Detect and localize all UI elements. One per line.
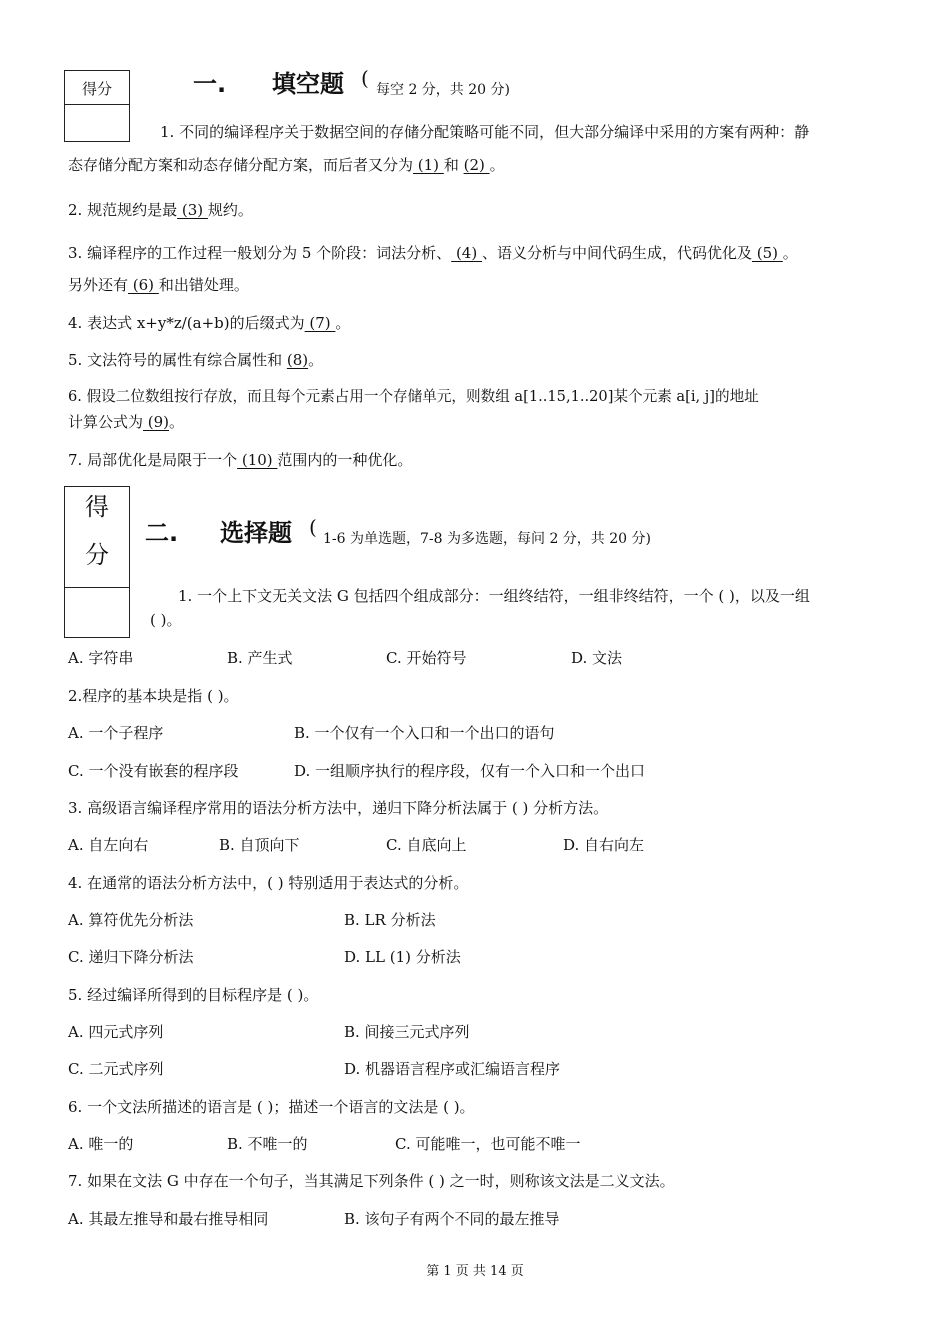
section-1-paren: ( (361, 66, 369, 90)
s2-q4-text: 4. 在通常的语法分析方法中，( ) 特别适用于表达式的分析。 (68, 874, 469, 892)
score-box-divider-1 (65, 104, 129, 105)
blank-10: (10) (237, 451, 278, 469)
s1-q1-text: 态存储分配方案和动态存储分配方案，而后者又分为 (68, 156, 414, 174)
s2-q2-opt-b: B. 一个仅有一个入口和一个出口的语句 (294, 724, 555, 742)
s2-q2-text: 2.程序的基本块是指 ( )。 (68, 687, 239, 705)
s1-q4-text: 4. 表达式 x+y*z/(a+b)的后缀式为 (68, 314, 305, 332)
blank-8: (8) (286, 351, 309, 369)
s2-q1-opt-d: D. 文法 (571, 649, 623, 667)
s1-q1-line1: 1. 不同的编译程序关于数据空间的存储分配策略可能不同，但大部分编译中采用的方案有两种：静 (160, 123, 810, 141)
s2-q5-opt-b: B. 间接三元式序列 (344, 1023, 470, 1041)
section-2-number: 二. (145, 519, 179, 547)
s1-q3-line1 (68, 243, 798, 263)
score-box-2 (64, 486, 130, 638)
blank-7: (7) (304, 314, 336, 332)
s1-q6-line2-b: 。 (169, 413, 185, 431)
blank-1: (1) (413, 156, 444, 174)
s1-q4 (68, 313, 350, 333)
score-box-1 (64, 70, 130, 142)
s1-q3-text-a: 3. 编译程序的工作过程一般划分为 5 个阶段：词法分析、 (68, 244, 452, 262)
s2-q1-line2: ( )。 (150, 611, 182, 629)
blank-6: (6) (128, 276, 159, 294)
s1-q6-line2 (68, 412, 184, 432)
section-1-title: 填空题 (272, 70, 344, 98)
s2-q3-opt-a: A. 自左向右 (68, 836, 149, 854)
s2-q3-opt-d: D. 自右向左 (563, 836, 645, 854)
s1-q1-and: 和 (443, 156, 464, 174)
page-footer: 第 1 页 共 14 页 (426, 1264, 524, 1279)
s1-q7 (68, 450, 412, 470)
s2-q6-text: 6. 一个文法所描述的语言是 ( )；描述一个语言的文法是 ( )。 (68, 1098, 475, 1116)
score-char-1: 得 (85, 493, 109, 521)
section-1-number: 一. (193, 70, 227, 98)
s1-q6-line1: 6. 假设二位数组按行存放，而且每个元素占用一个存储单元，则数组 a[1..15,1..20]某个元素 a[i, j]的地址 (68, 388, 759, 405)
s1-q7-end: 范围内的一种优化。 (277, 451, 413, 469)
s1-q1-line2 (68, 155, 505, 175)
s1-q2-text: 2. 规范规约是最 (68, 201, 178, 219)
score-box-divider-2 (65, 587, 129, 588)
s2-q5-text: 5. 经过编译所得到的目标程序是 ( )。 (68, 986, 319, 1004)
s2-q7-text: 7. 如果在文法 G 中存在一个句子，当其满足下列条件 ( ) 之一时，则称该文法是二义文法。 (68, 1172, 675, 1190)
score-char-2: 分 (85, 541, 109, 569)
s1-q5 (68, 350, 323, 370)
section-2-note: 1-6 为单选题，7-8 为多选题，每问 2 分，共 20 分) (323, 531, 651, 547)
blank-5: (5) (751, 244, 783, 262)
s2-q5-opt-c: C. 二元式序列 (68, 1060, 164, 1078)
s1-q3-line2-a: 另外还有 (68, 276, 129, 294)
s2-q4-opt-d: D. LL (1) 分析法 (344, 948, 461, 966)
s2-q1-opt-c: C. 开始符号 (386, 649, 467, 667)
s2-q7-opt-a: A. 其最左推导和最右推导相同 (68, 1210, 269, 1228)
s2-q7-opt-b: B. 该句子有两个不同的最左推导 (344, 1210, 560, 1228)
s2-q6-opt-c: C. 可能唯一，也可能不唯一 (395, 1135, 581, 1153)
s2-q2-opt-c: C. 一个没有嵌套的程序段 (68, 762, 239, 780)
s1-q5-end: 。 (308, 351, 324, 369)
s2-q1-opt-b: B. 产生式 (227, 649, 293, 667)
s2-q6-opt-a: A. 唯一的 (68, 1135, 134, 1153)
s2-q3-text: 3. 高级语言编译程序常用的语法分析方法中，递归下降分析法属于 ( ) 分析方法。 (68, 799, 609, 817)
s2-q4-opt-c: C. 递归下降分析法 (68, 948, 194, 966)
s1-q3-text-b: 、语义分析与中间代码生成，代码优化及 (481, 244, 752, 262)
section-2-paren: ( (309, 515, 317, 539)
s2-q4-opt-b: B. LR 分析法 (344, 911, 436, 929)
s2-q2-opt-a: A. 一个子程序 (68, 724, 164, 742)
s2-q3-opt-b: B. 自顶向下 (219, 836, 300, 854)
s1-q3-text-c: 。 (782, 244, 798, 262)
s2-q3-opt-c: C. 自底向上 (386, 836, 467, 854)
s1-q4-end: 。 (335, 314, 351, 332)
blank-3: (3) (177, 201, 208, 219)
s1-q2-end: 规约。 (207, 201, 253, 219)
s2-q5-opt-a: A. 四元式序列 (68, 1023, 164, 1041)
s2-q4-opt-a: A. 算符优先分析法 (68, 911, 194, 929)
blank-4: (4) (451, 244, 482, 262)
s1-q3-line2-b: 和出错处理。 (158, 276, 249, 294)
section-2-title: 选择题 (220, 519, 292, 547)
section-1-note: 每空 2 分，共 20 分) (376, 82, 510, 98)
s2-q1-opt-a: A. 字符串 (68, 649, 134, 667)
blank-2: (2) (463, 156, 490, 174)
s1-q2 (68, 200, 253, 220)
score-label-1: 得分 (81, 80, 112, 98)
s2-q6-opt-b: B. 不唯一的 (227, 1135, 308, 1153)
s2-q2-opt-d: D. 一组顺序执行的程序段，仅有一个入口和一个出口 (294, 762, 646, 780)
s1-q3-line2 (68, 275, 249, 295)
s2-q1-line1: 1. 一个上下文无关文法 G 包括四个组成部分：一组终结符，一组非终结符，一个 ( )，以及一组 (178, 587, 810, 605)
s1-q5-text: 5. 文法符号的属性有综合属性和 (68, 351, 287, 369)
blank-9: (9) (143, 413, 170, 431)
s2-q5-opt-d: D. 机器语言程序或汇编语言程序 (344, 1060, 561, 1078)
s1-q6-line2-a: 计算公式为 (68, 413, 144, 431)
s1-q1-end: 。 (489, 156, 505, 174)
s1-q7-text: 7. 局部优化是局限于一个 (68, 451, 238, 469)
